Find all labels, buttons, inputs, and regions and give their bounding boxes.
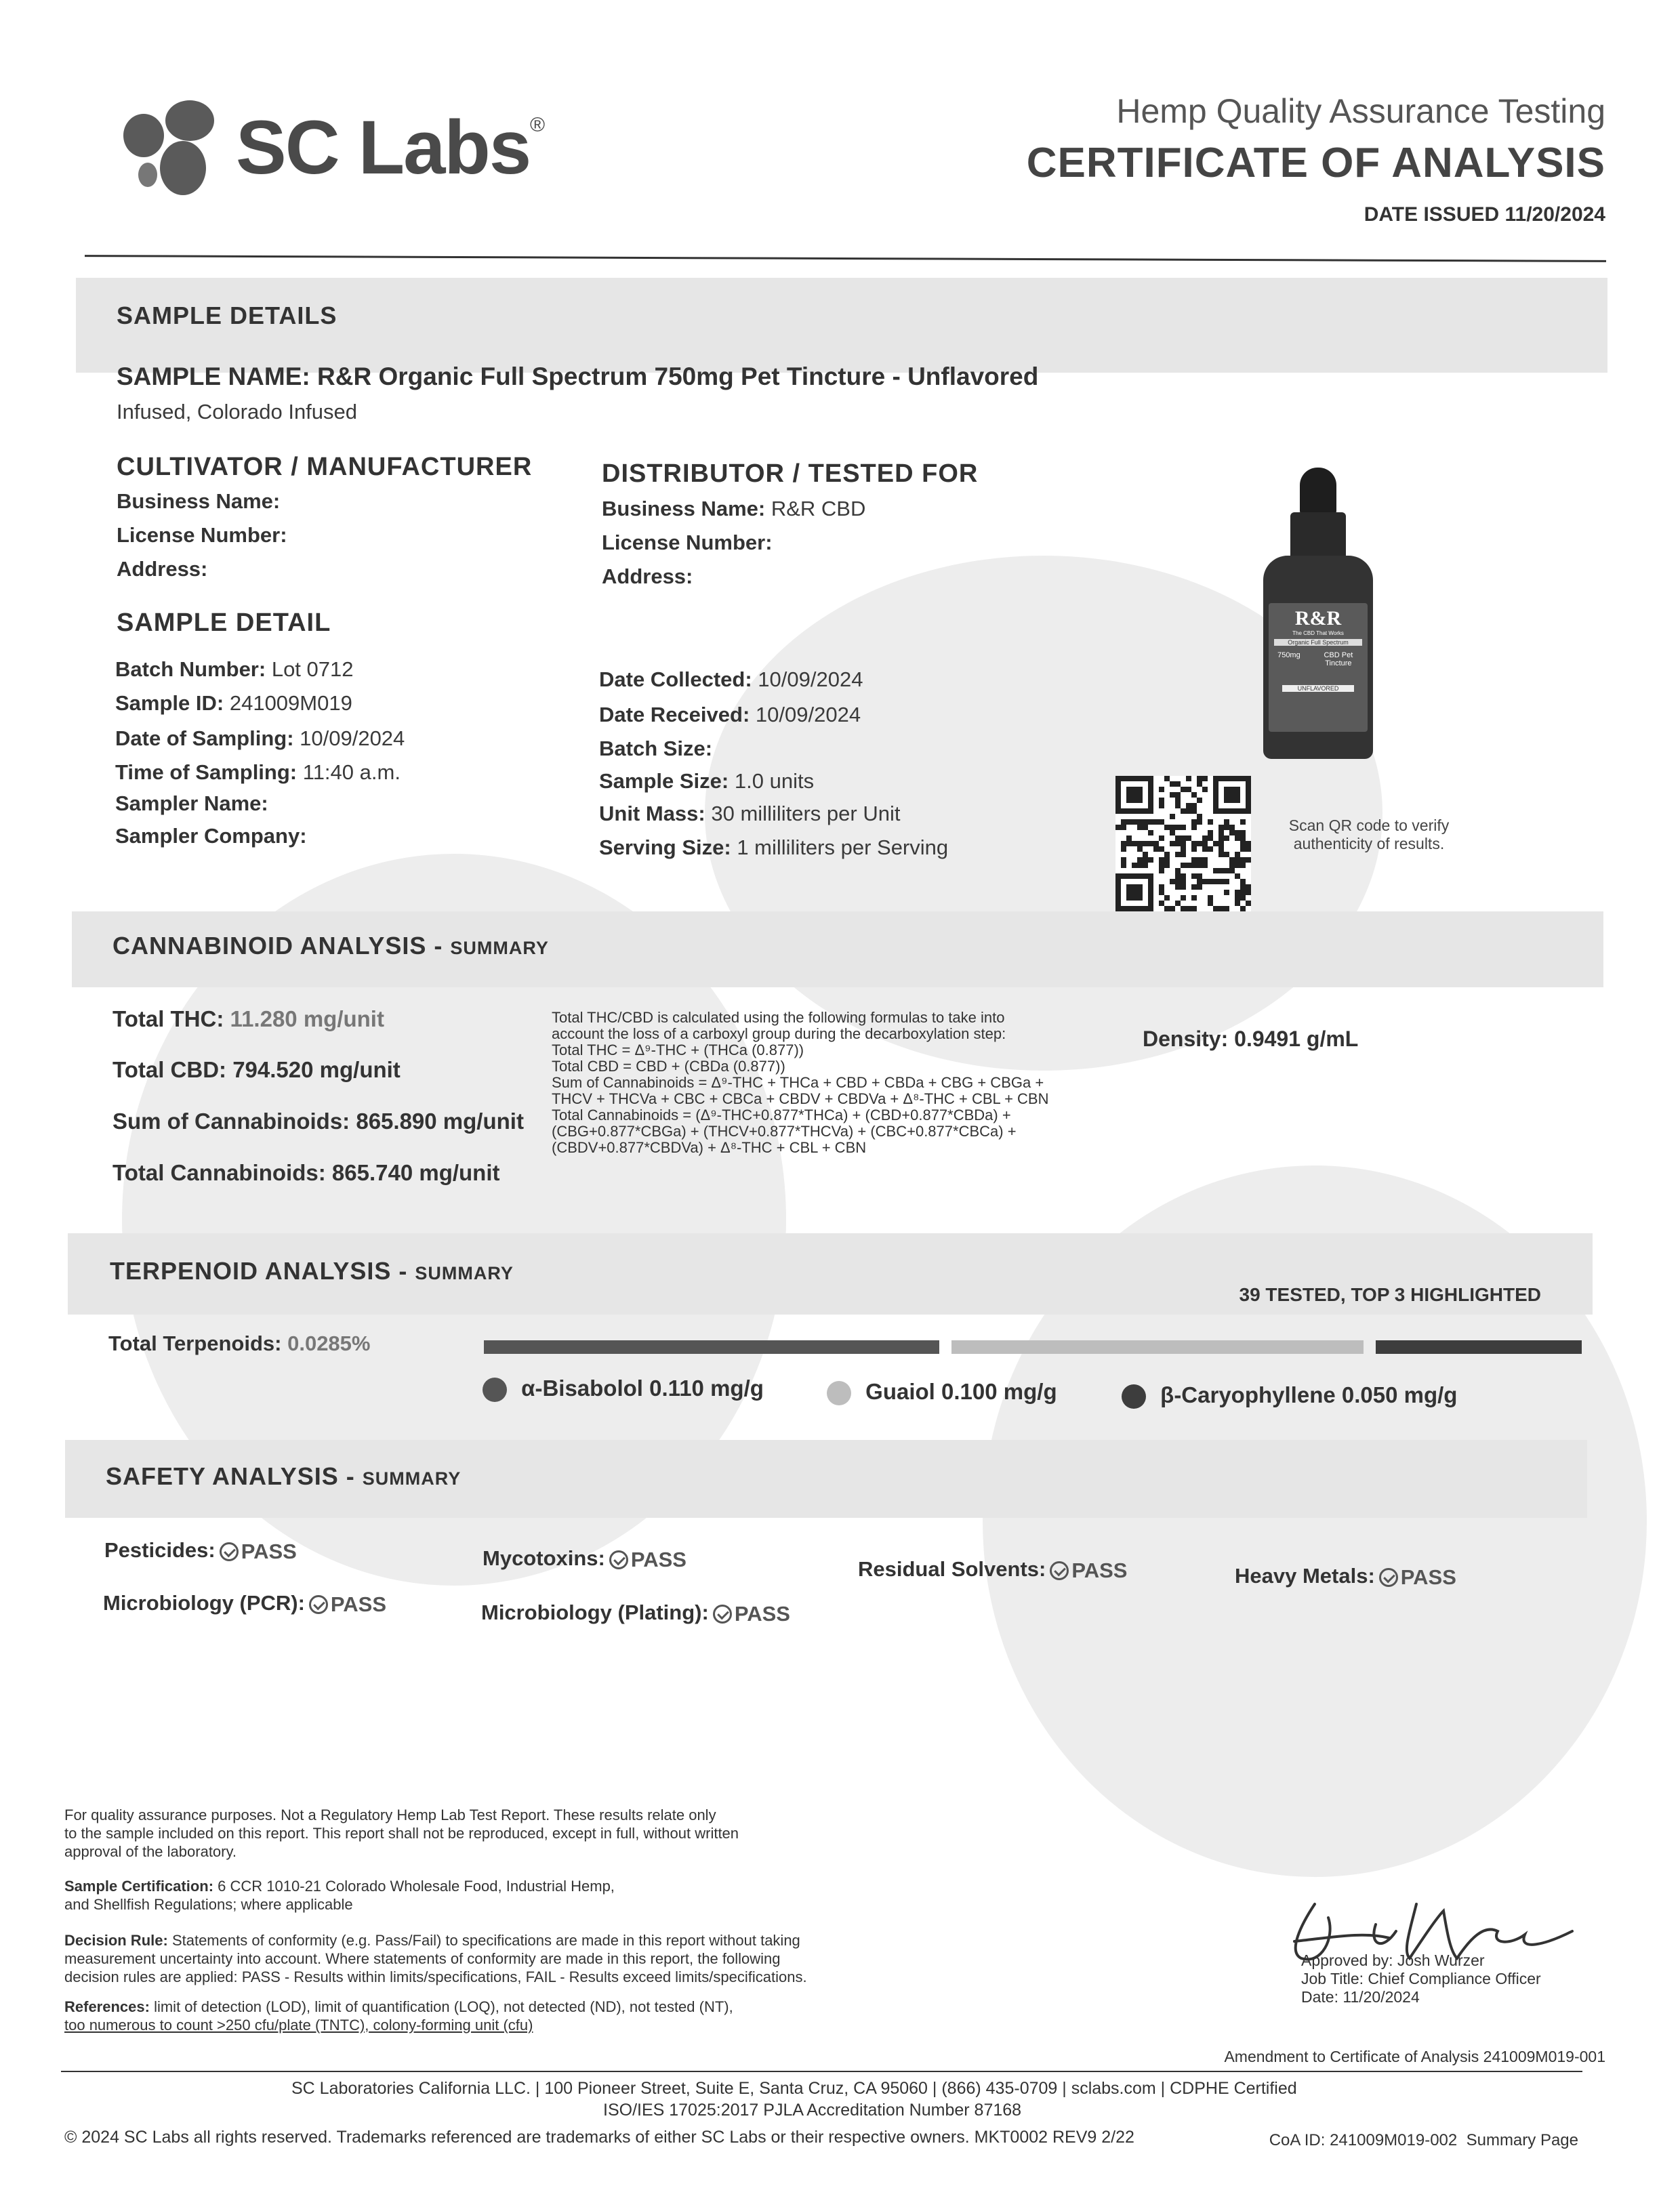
formula-block [552, 1010, 1107, 1156]
date-received-label: Date Received: [599, 703, 750, 726]
manufacturer-title: CULTIVATOR / MANUFACTURER [117, 453, 533, 481]
sample-size-label: Sample Size: [599, 769, 729, 793]
total-thc [112, 1006, 384, 1032]
mycotoxins-pass: PASS [630, 1547, 687, 1571]
terpene-3-value: 0.050 mg/g [1341, 1382, 1458, 1407]
total-thc-value: 11.280 mg/unit [230, 1006, 384, 1031]
micro-plating-pass: PASS [734, 1601, 790, 1626]
pesticides-result [104, 1538, 297, 1564]
date-collected-label: Date Collected: [599, 667, 752, 691]
batch-size: Batch Size: [599, 737, 713, 760]
pass-check-icon [609, 1550, 628, 1569]
total-cann-label: Total Cannabinoids: [112, 1160, 326, 1185]
formula-line: THCV + THCVa + CBC + CBCa + CBDV + CBDVa + Δ⁸-THC + CBL + CBN [552, 1090, 1049, 1107]
decision-line: decision rules are applied: PASS - Results within limits/specifications, FAIL - Results exceed limits/specifications. [64, 1968, 807, 1985]
references-line: limit of detection (LOD), limit of quantification (LOQ), not detected (ND), not tested (NT), [154, 1998, 733, 2015]
date-received [599, 703, 861, 727]
label-line1: The CBD That Works [1292, 630, 1344, 636]
pass-check-icon [220, 1542, 239, 1561]
distributor-business-name [602, 497, 865, 521]
summary-page-label: Summary Page [1466, 2131, 1578, 2149]
coa-id [1269, 2131, 1578, 2150]
coa-id-value: CoA ID: 241009M019-002 [1269, 2131, 1458, 2149]
serving-size-label: Serving Size: [599, 835, 731, 859]
approval-block [1301, 1952, 1599, 2006]
residual-pass: PASS [1071, 1558, 1128, 1582]
product-photo [1261, 468, 1376, 759]
qr-code[interactable] [1115, 776, 1251, 911]
sum-value: 865.890 mg/unit [356, 1109, 524, 1134]
density-label: Density: [1143, 1027, 1229, 1051]
date-collected [599, 667, 863, 692]
micro-pcr-label: Microbiology (PCR): [103, 1591, 305, 1615]
total-thc-label: Total THC: [112, 1006, 224, 1031]
mycotoxins-label: Mycotoxins: [483, 1546, 605, 1570]
distributor-license: License Number: [602, 531, 773, 554]
sum-of-cannabinoids [112, 1109, 524, 1134]
manufacturer-address: Address: [117, 557, 208, 581]
terpene-legend-2 [827, 1379, 1057, 1405]
pass-check-icon [309, 1595, 328, 1614]
terpene-legend-1 [483, 1376, 764, 1402]
formula-line: account the loss of a carboxyl group during the decarboxylation step: [552, 1025, 1006, 1042]
sample-id [115, 691, 352, 716]
terpene-2-swatch-icon [827, 1381, 851, 1405]
qr-code-icon [1115, 776, 1251, 911]
pass-check-icon [1379, 1568, 1398, 1587]
terpene-share-bar [484, 1340, 1582, 1354]
terpenoid-title [110, 1257, 514, 1285]
unit-mass-label: Unit Mass: [599, 802, 705, 825]
date-received-value: 10/09/2024 [755, 703, 861, 726]
cert-line: 6 CCR 1010-21 Colorado Wholesale Food, Industrial Hemp, [218, 1878, 615, 1895]
heavy-metals-label: Heavy Metals: [1235, 1564, 1375, 1588]
report-title: CERTIFICATE OF ANALYSIS [1026, 140, 1605, 186]
terpene-2-value: 0.100 mg/g [941, 1379, 1057, 1404]
terpene-3-name: β-Caryophyllene [1160, 1382, 1336, 1407]
heavy-metals-pass: PASS [1400, 1565, 1456, 1589]
formula-line: Sum of Cannabinoids = Δ⁹-THC + THCa + CBD + CBDa + CBG + CBGa + [552, 1074, 1044, 1091]
total-cbd [112, 1057, 401, 1083]
sample-certification [64, 1877, 945, 1914]
header-divider [85, 255, 1606, 262]
cannabinoid-title-summary: SUMMARY [450, 938, 549, 958]
total-cannabinoids [112, 1160, 500, 1186]
distributor-business-label: Business Name: [602, 497, 766, 520]
lab-address: SC Laboratories California LLC. | 100 Pioneer Street, Suite E, Santa Cruz, CA 95060 | (866) 435-0709 | sclabs.com | CDPHE Certified [291, 2079, 1297, 2098]
terpene-1-value: 0.110 mg/g [649, 1376, 764, 1401]
terpene-1-name: α-Bisabolol [521, 1376, 643, 1401]
label-product: CBD Pet Tincture [1324, 651, 1353, 667]
terpenes-tested-note: 39 TESTED, TOP 3 HIGHLIGHTED [1239, 1284, 1541, 1305]
registered-mark: ® [530, 114, 546, 136]
safety-title [106, 1462, 461, 1491]
residual-label: Residual Solvents: [858, 1557, 1046, 1581]
sample-name-value: R&R Organic Full Spectrum 750mg Pet Tincture - Unflavored [317, 363, 1039, 390]
microbiology-pcr-result [103, 1591, 386, 1617]
total-cann-value: 865.740 mg/unit [331, 1160, 500, 1185]
total-cbd-label: Total CBD: [112, 1057, 227, 1082]
date-issued-value: 11/20/2024 [1504, 203, 1605, 226]
amendment-note: Amendment to Certificate of Analysis 241009M019-001 [1224, 2048, 1605, 2065]
date-issued-label: DATE ISSUED [1364, 203, 1500, 226]
label-flavor: UNFLAVORED [1282, 685, 1354, 692]
sample-details-title: SAMPLE DETAILS [117, 302, 337, 329]
terpene-legend-3 [1122, 1382, 1457, 1409]
iso-accreditation: ISO/IES 17025:2017 PJLA Accreditation Number 87168 [603, 2101, 1022, 2120]
terpene-bar-segment-2 [951, 1340, 1364, 1354]
total-terpenoids [108, 1332, 370, 1356]
batch-number-value: Lot 0712 [271, 657, 354, 681]
approval-date: Date: 11/20/2024 [1301, 1988, 1420, 2006]
date-of-sampling [115, 726, 405, 751]
formula-line: Total THC = Δ⁹-THC + (THCa (0.877)) [552, 1041, 804, 1058]
sample-id-value: 241009M019 [229, 691, 352, 715]
pass-check-icon [1050, 1561, 1069, 1580]
formula-line: Total Cannabinoids = (Δ⁹-THC+0.877*THCa) + (CBD+0.877*CBDa) + [552, 1107, 1011, 1123]
label-strength: 750mg [1277, 651, 1300, 659]
safety-title-summary: SUMMARY [362, 1468, 462, 1489]
dropper-bulb [1300, 468, 1336, 515]
label-brand: R&R [1294, 607, 1342, 629]
serving-size [599, 835, 948, 860]
date-issued [1364, 203, 1605, 226]
decision-line: measurement uncertainty into account. Where statements of conformity are made in this report, the following [64, 1950, 781, 1967]
formula-line: (CBG+0.877*CBGa) + (THCV+0.877*THCVa) + (CBC+0.877*CBCa) + [552, 1123, 1017, 1140]
sample-detail-title: SAMPLE DETAIL [117, 608, 331, 637]
cert-line: and Shellfish Regulations; where applicable [64, 1896, 353, 1913]
qa-note-line: approval of the laboratory. [64, 1843, 237, 1860]
decision-line: Statements of conformity (e.g. Pass/Fail) to specifications are made in this report without taking [171, 1932, 800, 1949]
bottle-label [1269, 603, 1368, 732]
heavy-metals-result [1235, 1564, 1456, 1590]
references-label: References: [64, 1998, 150, 2015]
pesticides-label: Pesticides: [104, 1538, 216, 1562]
logo-mark-icon [115, 95, 230, 203]
sample-size-value: 1.0 units [734, 769, 815, 793]
total-terpenoids-value: 0.0285% [287, 1332, 371, 1355]
manufacturer-business-name: Business Name: [117, 489, 281, 513]
label-line2: Organic Full Spectrum [1274, 639, 1362, 646]
total-terpenoids-label: Total Terpenoids: [108, 1332, 282, 1355]
formula-line: (CBDV+0.877*CBDVa) + Δ⁸-THC + CBL + CBN [552, 1139, 867, 1156]
density [1143, 1027, 1358, 1052]
total-cbd-value: 794.520 mg/unit [232, 1057, 401, 1082]
pesticides-pass: PASS [241, 1539, 297, 1563]
label-strength-row [1269, 651, 1368, 667]
terpenoid-title-summary: SUMMARY [415, 1263, 514, 1283]
sample-id-label: Sample ID: [115, 691, 224, 715]
date-of-sampling-label: Date of Sampling: [115, 726, 294, 750]
footer-divider [61, 2071, 1582, 2072]
date-of-sampling-value: 10/09/2024 [300, 726, 405, 750]
manufacturer-license: License Number: [117, 523, 287, 547]
qa-note [64, 1806, 945, 1861]
job-title: Job Title: Chief Compliance Officer [1301, 1970, 1541, 1987]
time-of-sampling-label: Time of Sampling: [115, 760, 298, 784]
decision-label: Decision Rule: [64, 1932, 168, 1949]
report-subtitle: Hemp Quality Assurance Testing [1116, 92, 1605, 130]
sample-name-label: SAMPLE NAME: [117, 363, 310, 390]
time-of-sampling [115, 760, 401, 785]
microbiology-plating-result [481, 1601, 790, 1626]
copyright: © 2024 SC Labs all rights reserved. Trademarks referenced are trademarks of either SC Labs or their respective owners. MKT0002 REV9 2/22 [64, 2128, 1134, 2147]
sampler-company: Sampler Company: [115, 824, 307, 848]
distributor-business-value: R&R CBD [771, 497, 866, 520]
sum-label: Sum of Cannabinoids: [112, 1109, 350, 1134]
micro-pcr-pass: PASS [330, 1592, 387, 1616]
serving-size-value: 1 milliliters per Serving [737, 835, 949, 859]
sample-type: Infused, Colorado Infused [117, 400, 358, 424]
terpene-2-name: Guaiol [865, 1379, 935, 1404]
qr-caption: Scan QR code to verify authenticity of results. [1288, 817, 1450, 852]
density-value: 0.9491 g/mL [1234, 1027, 1359, 1051]
sample-size [599, 769, 814, 793]
residual-solvents-result [858, 1557, 1127, 1583]
distributor-title: DISTRIBUTOR / TESTED FOR [602, 459, 979, 488]
mycotoxins-result [483, 1546, 687, 1572]
formula-line: Total THC/CBD is calculated using the following formulas to take into [552, 1009, 1005, 1026]
date-collected-value: 10/09/2024 [758, 667, 863, 691]
safety-title-text: SAFETY ANALYSIS - [106, 1462, 355, 1490]
terpene-1-swatch-icon [483, 1378, 507, 1402]
references-line: too numerous to count >250 cfu/plate (TNTC), colony-forming unit (cfu) [64, 2017, 533, 2034]
distributor-address: Address: [602, 564, 693, 588]
terpene-bar-segment-1 [484, 1340, 939, 1354]
pass-check-icon [713, 1605, 732, 1624]
references [64, 1998, 945, 2034]
sample-name [117, 363, 1038, 391]
terpene-bar-segment-3 [1376, 1340, 1582, 1354]
cert-label: Sample Certification: [64, 1878, 214, 1895]
batch-number-label: Batch Number: [115, 657, 266, 681]
terpenoid-title-text: TERPENOID ANALYSIS - [110, 1257, 408, 1285]
unit-mass [599, 802, 900, 826]
sc-labs-logo [115, 95, 562, 203]
decision-rule [64, 1931, 945, 1986]
qa-note-line: For quality assurance purposes. Not a Regulatory Hemp Lab Test Report. These results relate only [64, 1807, 716, 1823]
cannabinoid-title-text: CANNABINOID ANALYSIS - [112, 932, 443, 959]
unit-mass-value: 30 milliliters per Unit [711, 802, 901, 825]
batch-number [115, 657, 354, 682]
micro-plating-label: Microbiology (Plating): [481, 1601, 709, 1624]
dropper-collar [1290, 512, 1346, 560]
approved-by: Approved by: Josh Wurzer [1301, 1952, 1485, 1969]
formula-line: Total CBD = CBD + (CBDa (0.877)) [552, 1058, 785, 1075]
time-of-sampling-value: 11:40 a.m. [302, 760, 401, 784]
sampler-name: Sampler Name: [115, 791, 268, 815]
terpene-3-swatch-icon [1122, 1384, 1146, 1409]
brand-name: SC Labs [236, 105, 531, 190]
qa-note-line: to the sample included on this report. This report shall not be reproduced, except in full, without written [64, 1825, 739, 1842]
cannabinoid-title [112, 932, 549, 960]
